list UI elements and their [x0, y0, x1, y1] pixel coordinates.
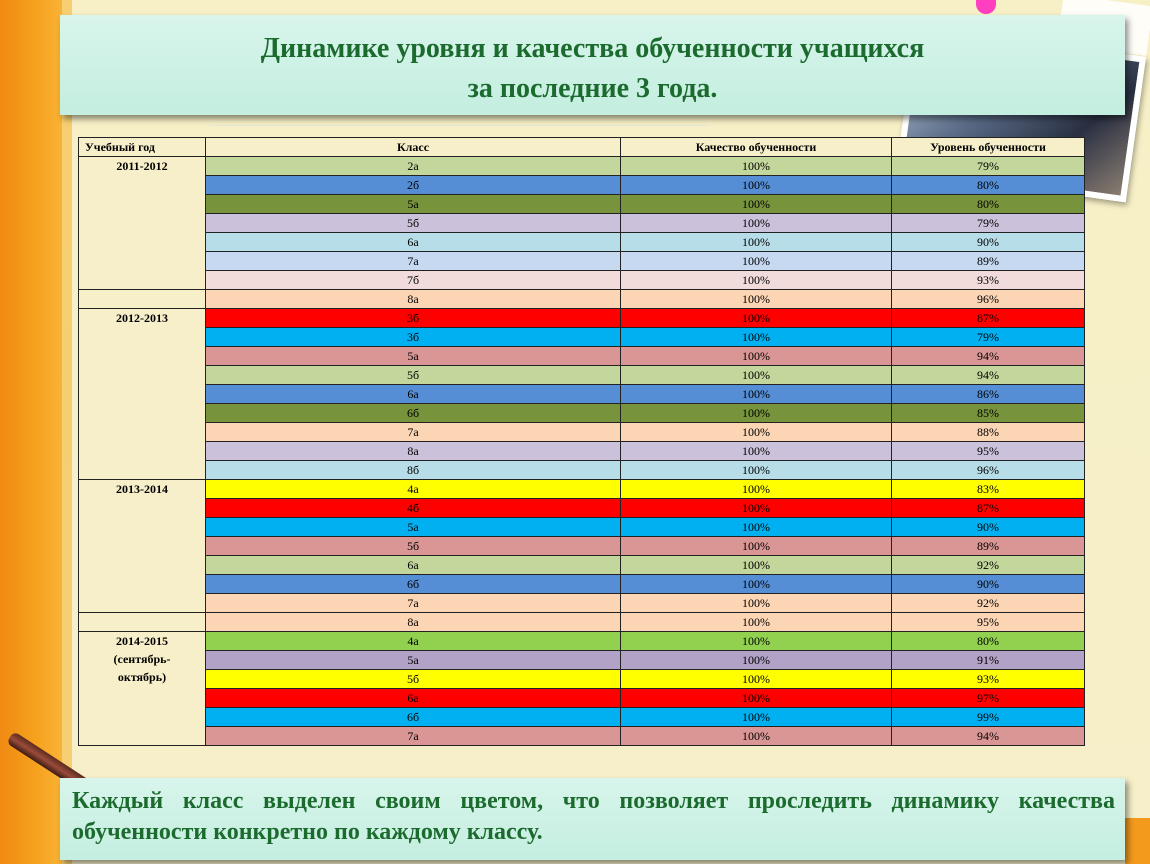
cell-quality: 100% [621, 727, 892, 746]
cell-level: 89% [892, 537, 1085, 556]
table-row [79, 233, 1085, 252]
cell-level: 88% [892, 423, 1085, 442]
table-row [79, 689, 1085, 708]
cell-level: 79% [892, 157, 1085, 176]
cell-class: 7а [206, 594, 621, 613]
cell-class: 6а [206, 689, 621, 708]
title-banner [60, 15, 1125, 115]
cell-quality: 100% [621, 233, 892, 252]
table-row [79, 556, 1085, 575]
table-row [79, 651, 1085, 670]
cell-class: 2б [206, 176, 621, 195]
year-label-line: 2011-2012 [116, 159, 168, 173]
cell-level: 92% [892, 556, 1085, 575]
cell-level: 90% [892, 518, 1085, 537]
cell-level: 87% [892, 499, 1085, 518]
cell-class: 6а [206, 556, 621, 575]
table-row [79, 366, 1085, 385]
year-label-line: (сентябрь- [113, 652, 171, 666]
cell-level: 79% [892, 328, 1085, 347]
cell-level: 83% [892, 480, 1085, 499]
table-row [79, 442, 1085, 461]
cell-class: 3б [206, 328, 621, 347]
cell-class: 4а [206, 480, 621, 499]
left-orange-stripe [62, 0, 72, 864]
cell-level: 92% [892, 594, 1085, 613]
cell-class: 7а [206, 727, 621, 746]
cell-level: 79% [892, 214, 1085, 233]
cell-quality: 100% [621, 632, 892, 651]
cell-quality: 100% [621, 195, 892, 214]
cell-class: 5а [206, 347, 621, 366]
cell-class: 6а [206, 233, 621, 252]
cell-level: 80% [892, 176, 1085, 195]
cell-quality: 100% [621, 556, 892, 575]
cell-class: 4а [206, 632, 621, 651]
cell-class: 5а [206, 651, 621, 670]
table-row [79, 537, 1085, 556]
table-row [79, 385, 1085, 404]
decorative-pin [976, 0, 996, 14]
cell-quality: 100% [621, 271, 892, 290]
year-cell [79, 157, 206, 290]
left-orange-bar [0, 0, 62, 864]
title-line-2: за последние 3 года. [467, 73, 718, 104]
cell-class: 5а [206, 195, 621, 214]
cell-level: 90% [892, 575, 1085, 594]
cell-quality: 100% [621, 290, 892, 309]
footer-note [60, 778, 1125, 860]
cell-quality: 100% [621, 708, 892, 727]
cell-level: 94% [892, 347, 1085, 366]
year-cell [79, 613, 206, 632]
table-row [79, 613, 1085, 632]
cell-level: 96% [892, 461, 1085, 480]
year-cell [79, 480, 206, 613]
table-row [79, 518, 1085, 537]
title-line-1: Динамике уровня и качества обученности учащихся [260, 33, 925, 64]
cell-quality: 100% [621, 613, 892, 632]
cell-quality: 100% [621, 575, 892, 594]
table-row [79, 423, 1085, 442]
year-label-line: 2013-2014 [116, 482, 168, 496]
table-row [79, 195, 1085, 214]
cell-quality: 100% [621, 347, 892, 366]
cell-level: 80% [892, 195, 1085, 214]
cell-level: 99% [892, 708, 1085, 727]
cell-level: 95% [892, 442, 1085, 461]
cell-quality: 100% [621, 252, 892, 271]
cell-quality: 100% [621, 670, 892, 689]
results-table [78, 137, 1085, 746]
cell-quality: 100% [621, 480, 892, 499]
table-row [79, 499, 1085, 518]
header-year: Учебный год [79, 138, 206, 157]
cell-level: 93% [892, 670, 1085, 689]
cell-quality: 100% [621, 214, 892, 233]
year-cell [79, 290, 206, 309]
cell-class: 5а [206, 518, 621, 537]
cell-quality: 100% [621, 309, 892, 328]
title-underline [210, 125, 710, 126]
header-quality: Качество обученности [621, 138, 892, 157]
cell-quality: 100% [621, 651, 892, 670]
cell-class: 7а [206, 252, 621, 271]
header-class: Класс [206, 138, 621, 157]
year-label-line: 2012-2013 [116, 311, 168, 325]
table-row [79, 214, 1085, 233]
cell-class: 6б [206, 404, 621, 423]
table-row [79, 404, 1085, 423]
cell-level: 85% [892, 404, 1085, 423]
header-level: Уровень обученности [892, 138, 1085, 157]
cell-level: 95% [892, 613, 1085, 632]
cell-class: 8а [206, 290, 621, 309]
table-row [79, 176, 1085, 195]
cell-level: 96% [892, 290, 1085, 309]
table-row [79, 632, 1085, 651]
cell-class: 2а [206, 157, 621, 176]
cell-class: 7б [206, 271, 621, 290]
table-row [79, 575, 1085, 594]
cell-quality: 100% [621, 328, 892, 347]
table-row [79, 727, 1085, 746]
footer-text: Каждый класс выделен своим цветом, что позволяет проследить динамику качества обученности конкретно по каждому классу. [72, 788, 1115, 845]
cell-level: 87% [892, 309, 1085, 328]
table-row [79, 157, 1085, 176]
year-cell [79, 309, 206, 480]
cell-quality: 100% [621, 594, 892, 613]
cell-quality: 100% [621, 537, 892, 556]
table-row [79, 461, 1085, 480]
cell-level: 90% [892, 233, 1085, 252]
cell-class: 5б [206, 214, 621, 233]
table-row [79, 309, 1085, 328]
cell-quality: 100% [621, 423, 892, 442]
cell-level: 91% [892, 651, 1085, 670]
cell-quality: 100% [621, 385, 892, 404]
cell-class: 5б [206, 537, 621, 556]
cell-quality: 100% [621, 518, 892, 537]
cell-level: 97% [892, 689, 1085, 708]
cell-quality: 100% [621, 461, 892, 480]
cell-quality: 100% [621, 689, 892, 708]
table-row [79, 328, 1085, 347]
cell-quality: 100% [621, 404, 892, 423]
cell-class: 8б [206, 461, 621, 480]
cell-class: 8а [206, 442, 621, 461]
orange-corner [1125, 818, 1150, 864]
table-row [79, 271, 1085, 290]
table-row [79, 290, 1085, 309]
cell-quality: 100% [621, 366, 892, 385]
cell-class: 7а [206, 423, 621, 442]
cell-class: 6б [206, 708, 621, 727]
cell-class: 4б [206, 499, 621, 518]
cell-level: 93% [892, 271, 1085, 290]
cell-quality: 100% [621, 499, 892, 518]
cell-class: 8а [206, 613, 621, 632]
year-label-line: 2014-2015 [116, 634, 168, 648]
table-row [79, 670, 1085, 689]
table-body [79, 157, 1085, 746]
table-row [79, 347, 1085, 366]
table-header-row [79, 138, 1085, 157]
year-label-line: октябрь) [117, 670, 167, 684]
cell-class: 6б [206, 575, 621, 594]
cell-quality: 100% [621, 442, 892, 461]
table-row [79, 252, 1085, 271]
table-row [79, 480, 1085, 499]
cell-class: 5б [206, 366, 621, 385]
table-row [79, 708, 1085, 727]
cell-level: 94% [892, 366, 1085, 385]
table-row [79, 594, 1085, 613]
cell-level: 86% [892, 385, 1085, 404]
cell-class: 5б [206, 670, 621, 689]
year-cell [79, 632, 206, 746]
cell-class: 6а [206, 385, 621, 404]
cell-level: 80% [892, 632, 1085, 651]
cell-level: 94% [892, 727, 1085, 746]
cell-quality: 100% [621, 157, 892, 176]
cell-level: 89% [892, 252, 1085, 271]
cell-class: 3б [206, 309, 621, 328]
cell-quality: 100% [621, 176, 892, 195]
